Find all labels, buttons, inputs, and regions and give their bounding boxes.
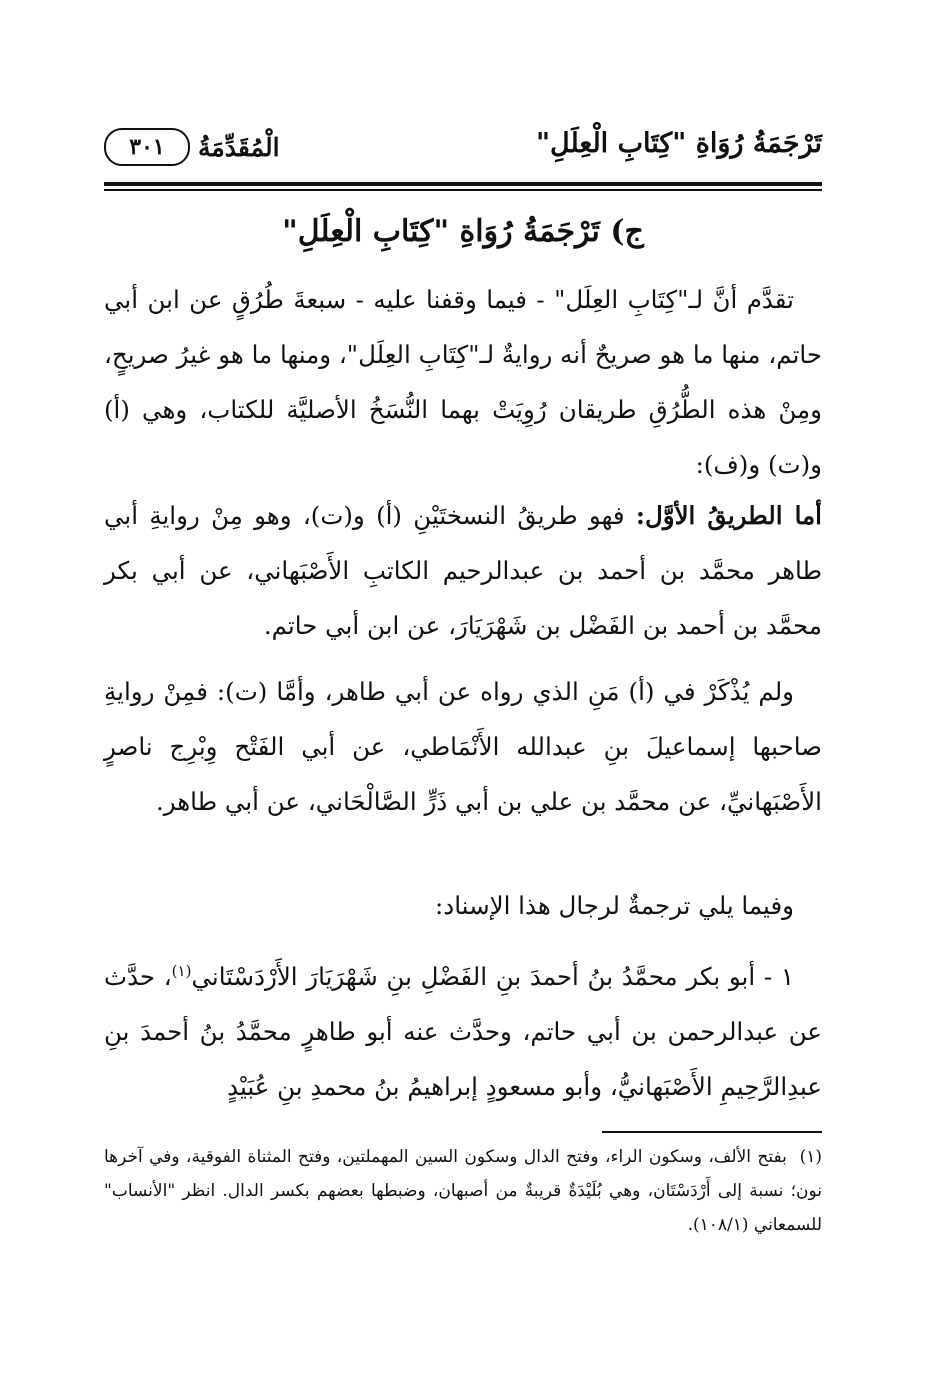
- running-header: [104, 124, 822, 182]
- footnote: [104, 1140, 822, 1242]
- footnote-text: بفتح الألف، وسكون الراء، وفتح الدال وسكون السين المهملتين، وفتح المثناة الفوقية، وفي آخرها نون؛ نسبة إلى أَرْدَسْتَان، وهي بُلَيْدَةٌ قريبةٌ من أصبهان، وضبطها بعضهم بكسر الدال. انظر "الأنساب" للسمعاني (١٠٨/١).: [104, 1147, 822, 1235]
- running-title: تَرْجَمَةُ رُوَاةِ "كِتَابِ الْعِلَلِ": [535, 128, 822, 159]
- paragraph-narration: [104, 664, 822, 829]
- footnote-rule: [602, 1131, 822, 1133]
- paragraph-transition-text: وفيما يلي ترجمةٌ لرجال هذا الإسناد:: [435, 891, 794, 920]
- paragraph-biography-1: [104, 944, 822, 1114]
- paragraph-transition: [104, 878, 822, 933]
- footnote-reference: (١): [171, 962, 192, 980]
- paragraph-lead: أما الطريقُ الأوَّل:: [635, 501, 822, 530]
- section-heading: ج) تَرْجَمَةُ رُوَاةِ "كِتَابِ الْعِلَلِ": [282, 214, 644, 249]
- biography-1-start: ١ - أبو بكر محمَّدُ بنُ أحمدَ بنِ الفَضْلِ بنِ شَهْرَيَارَ الأَرْدَسْتَاني: [191, 962, 794, 992]
- paragraph-narration-text: ولم يُذْكَرْ في (أ) مَنِ الذي رواه عن أبي طاهر، وأمَّا (ت): فمِنْ روايةِ صاحبها إسماعيلَ بنِ عبدالله الأَنْمَاطي، عن أبي الفَتْح وِبْرِج ناصرٍ الأَصْبَهانيِّ، عن محمَّد بن علي بن أبي ذَرٍّ الصَّالْحَاني، عن أبي طاهر.: [104, 677, 822, 816]
- footnote-marker: (١): [799, 1147, 823, 1167]
- paragraph-intro: [104, 272, 822, 492]
- paragraph-intro-text: تقدَّم أنَّ لـ"كِتَابِ العِلَل" - فيما وقفنا عليه - سبعةَ طُرُقٍ عن ابن أبي حاتم، منها ما هو صريحٌ أنه روايةٌ لـ"كِتَابِ العِلَل"، ومنها ما هو غيرُ صريحٍ، ومِنْ هذه الطُّرُقِ طريقان رُوِيَتْ بهما النُّسَخُ الأصليَّة للكتاب، وهي (أ) و(ت) و(ف):: [104, 285, 822, 479]
- section-label: الْمُقَدِّمَةُ: [198, 132, 280, 162]
- page-number: ٣٠١: [104, 128, 190, 166]
- header-rule-thin: [104, 189, 822, 191]
- biography-1-end: ، حدَّث عن عبدالرحمن بن أبي حاتم، وحدَّث عنه أبو طاهرٍ محمَّدُ بنُ أحمدَ بنِ عبدِالرَّحِيمِ الأَصْبَهانيُّ، وأبو مسعودٍ إبراهيمُ بنُ محمدِ بنِ عُبَيْدٍ: [104, 962, 822, 1102]
- header-rule-thick: [104, 182, 822, 186]
- paragraph-first-route-text: فهو طريقُ النسختَيْنِ (أ) و(ت)، وهو مِنْ روايةِ أبي طاهر محمَّد بن أحمد بن عبدالرحيم الكاتبِ الأَصْبَهاني، عن أبي بكر محمَّد بن أحمد بن الفَضْل بن شَهْرَيَارَ، عن ابن أبي حاتم.: [104, 501, 822, 640]
- paragraph-first-route: [104, 488, 822, 653]
- running-section: [104, 128, 280, 166]
